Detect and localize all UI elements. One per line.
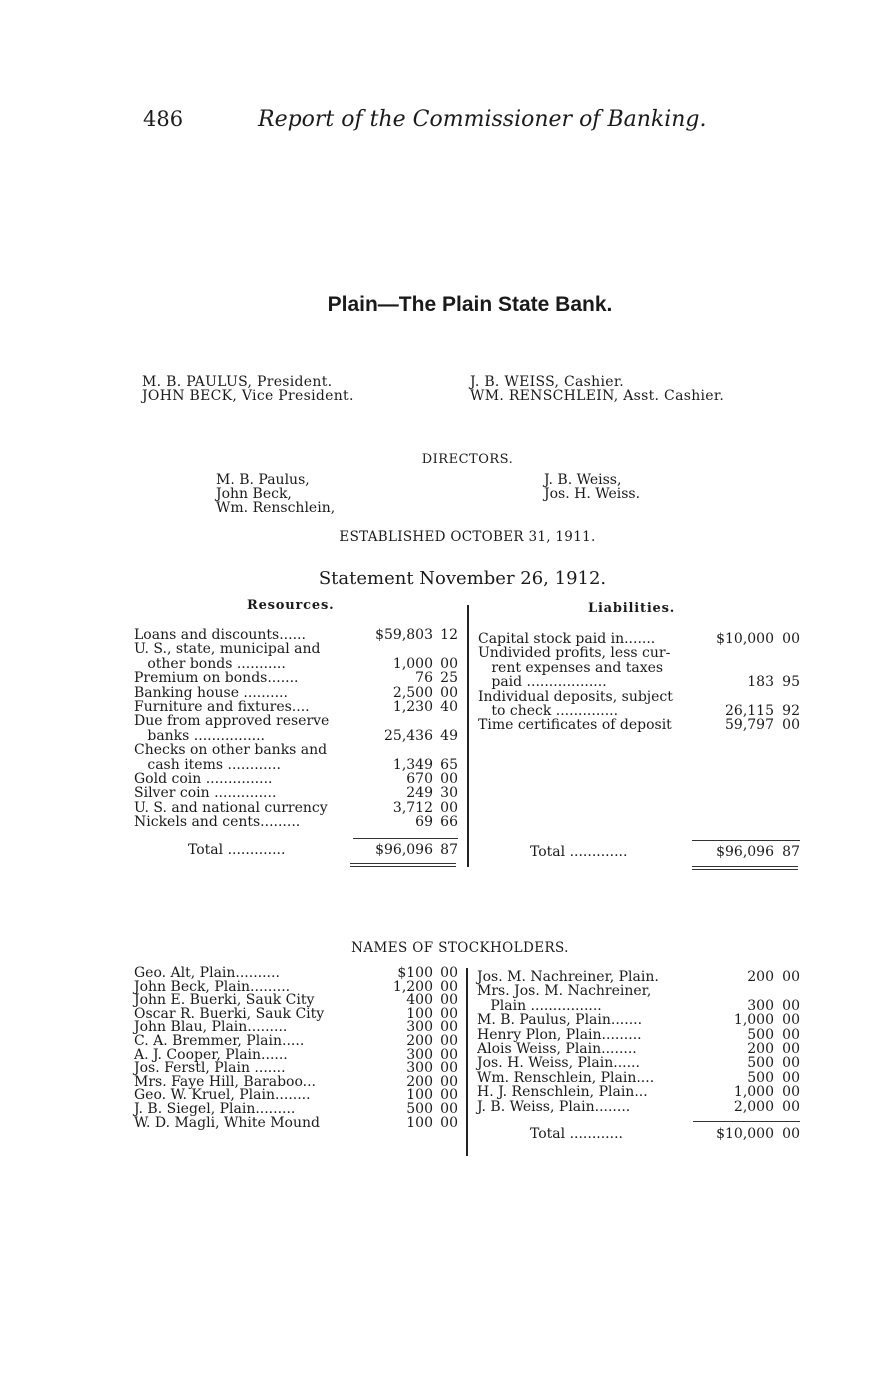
row-label: Plain ................ <box>477 997 602 1014</box>
director-name: J. B. Weiss, <box>544 472 622 488</box>
row-label: John E. Buerki, Sauk City <box>134 992 315 1009</box>
row-cents: 92 <box>782 703 800 719</box>
total-rule <box>692 840 800 841</box>
row-label: rent expenses and taxes <box>478 659 664 676</box>
row-label: U. S., state, municipal and <box>134 641 321 658</box>
row-cents: 00 <box>782 1055 800 1072</box>
row-cents: 00 <box>782 997 800 1014</box>
total-rule <box>353 838 458 839</box>
officer-vice-president: JOHN BECK, Vice President. <box>142 388 354 404</box>
row-cents: 00 <box>782 1084 800 1101</box>
row-label: Premium on bonds....... <box>134 670 299 687</box>
row-label: paid .................. <box>478 674 607 691</box>
row-cents: 00 <box>782 1098 800 1115</box>
row-label: Jos. H. Weiss, Plain...... <box>477 1055 640 1072</box>
row-label: A. J. Cooper, Plain...... <box>134 1046 288 1063</box>
row-label: Nickels and cents......... <box>134 814 301 831</box>
row-amount: 670 <box>406 771 433 787</box>
statement-title: Statement November 26, 1912. <box>318 568 607 589</box>
officer-president: M. B. PAULUS, President. <box>142 374 333 390</box>
column-divider <box>466 968 468 1156</box>
row-amount: 1,000 <box>733 1012 774 1029</box>
page-number: 486 <box>143 107 184 131</box>
stockholders-total-cents: 00 <box>782 1126 800 1142</box>
ledger-row <box>134 1116 464 1131</box>
double-rule <box>350 866 456 867</box>
row-label: W. D. Magli, White Mound <box>134 1114 320 1131</box>
liabilities-total-cents: 87 <box>782 844 800 860</box>
resources-heading: Resources. <box>247 598 335 613</box>
row-amount: 2,000 <box>733 1098 774 1115</box>
row-cents: 65 <box>440 756 458 773</box>
row-amount: 76 <box>415 670 433 687</box>
row-amount: 300 <box>406 1046 433 1063</box>
row-cents: 00 <box>440 1060 458 1077</box>
row-label: Alois Weiss, Plain........ <box>477 1041 637 1057</box>
row-label: J. B. Weiss, Plain........ <box>477 1098 631 1115</box>
row-amount: 500 <box>747 1026 774 1043</box>
row-label: other bonds ........... <box>134 655 286 672</box>
row-label: C. A. Bremmer, Plain..... <box>134 1033 305 1049</box>
row-label: Geo. Alt, Plain.......... <box>134 965 280 981</box>
row-label: Individual deposits, subject <box>478 688 673 705</box>
ledger-row <box>477 1013 807 1028</box>
row-label: Gold coin ............... <box>134 771 273 787</box>
officer-cashier: J. B. WEISS, Cashier. <box>470 374 625 390</box>
row-cents: 00 <box>782 1069 800 1086</box>
column-divider <box>467 605 469 867</box>
row-amount: 300 <box>747 997 774 1014</box>
row-amount: 2,500 <box>392 684 433 701</box>
row-cents: 00 <box>782 1041 800 1057</box>
row-cents: 00 <box>440 799 458 816</box>
stockholders-total-amount: $10,000 <box>716 1126 774 1142</box>
row-cents: 00 <box>440 1033 458 1049</box>
row-amount: 200 <box>747 969 774 985</box>
double-rule <box>692 866 798 867</box>
row-label: cash items ............ <box>134 756 281 773</box>
row-cents: 00 <box>782 1012 800 1029</box>
row-label: Capital stock paid in....... <box>478 631 656 647</box>
resources-total-amount: $96,096 <box>375 842 433 858</box>
row-label: U. S. and national currency <box>134 799 328 816</box>
row-label: H. J. Renschlein, Plain... <box>477 1084 648 1101</box>
row-amount: 500 <box>406 1101 433 1117</box>
officer-asst-cashier: WM. RENSCHLEIN, Asst. Cashier. <box>470 388 725 404</box>
row-label: J. B. Siegel, Plain......... <box>134 1101 296 1117</box>
row-cents: 00 <box>782 631 800 647</box>
ledger-row <box>134 743 460 758</box>
double-rule <box>350 863 456 864</box>
row-label: Wm. Renschlein, Plain.... <box>477 1069 655 1086</box>
row-amount: 200 <box>406 1073 433 1090</box>
row-label: Banking house .......... <box>134 684 288 701</box>
director-name: M. B. Paulus, <box>216 472 310 488</box>
row-cents: 00 <box>782 1026 800 1043</box>
row-label: Jos. Ferstl, Plain ....... <box>134 1060 286 1077</box>
row-cents: 95 <box>782 674 800 691</box>
row-cents: 00 <box>440 684 458 701</box>
row-cents: 00 <box>440 1087 458 1104</box>
row-amount: 25,436 <box>384 727 433 744</box>
row-cents: 00 <box>440 978 458 995</box>
row-amount: 200 <box>406 1033 433 1049</box>
row-amount: 26,115 <box>725 703 774 719</box>
row-cents: 66 <box>440 814 458 831</box>
row-cents: 00 <box>440 771 458 787</box>
row-label: Mrs. Faye Hill, Baraboo... <box>134 1073 317 1090</box>
row-amount: 59,797 <box>725 717 774 734</box>
running-title: Report of the Commissioner of Banking. <box>258 107 707 132</box>
row-cents: 00 <box>440 1114 458 1131</box>
ledger-row <box>478 675 804 690</box>
row-amount: 100 <box>406 1114 433 1131</box>
director-name: Jos. H. Weiss. <box>544 486 641 502</box>
row-cents: 30 <box>440 785 458 802</box>
row-cents: 25 <box>440 670 458 687</box>
row-label: Undivided profits, less cur- <box>478 645 671 662</box>
row-amount: 69 <box>415 814 433 831</box>
row-cents: 12 <box>440 627 458 643</box>
row-label: Checks on other banks and <box>134 742 328 759</box>
row-amount: 1,349 <box>392 756 433 773</box>
row-amount: 1,230 <box>392 699 433 715</box>
row-label: Oscar R. Buerki, Sauk City <box>134 1005 325 1022</box>
total-rule <box>693 1121 800 1122</box>
row-cents: 00 <box>440 1046 458 1063</box>
row-amount: 200 <box>747 1041 774 1057</box>
ledger-row <box>477 1100 807 1115</box>
row-cents: 40 <box>440 699 458 715</box>
row-cents: 00 <box>440 1073 458 1090</box>
liabilities-total-amount: $96,096 <box>716 844 774 860</box>
row-amount: 300 <box>406 1060 433 1077</box>
row-amount: $10,000 <box>716 631 774 647</box>
row-amount: 500 <box>747 1069 774 1086</box>
row-amount: 500 <box>747 1055 774 1072</box>
row-label: Loans and discounts...... <box>134 627 306 643</box>
row-cents: 00 <box>782 969 800 985</box>
row-label: to check .............. <box>478 703 619 719</box>
row-label: Silver coin .............. <box>134 785 277 802</box>
ledger-row <box>134 671 460 686</box>
stockholders-total-label: Total ............ <box>530 1126 623 1142</box>
row-amount: 3,712 <box>392 799 433 816</box>
stockholders-heading: NAMES OF STOCKHOLDERS. <box>351 940 569 956</box>
bank-title: Plain—The Plain State Bank. <box>327 293 613 316</box>
row-cents: 00 <box>440 1019 458 1036</box>
row-cents: 00 <box>440 992 458 1009</box>
row-label: banks ................ <box>134 727 265 744</box>
director-name: Wm. Renschlein, <box>216 500 336 516</box>
row-label: Furniture and fixtures.... <box>134 699 310 715</box>
row-amount: 1,200 <box>392 978 433 995</box>
row-cents: 00 <box>440 655 458 672</box>
row-cents: 00 <box>440 965 458 981</box>
row-label: M. B. Paulus, Plain....... <box>477 1012 643 1029</box>
ledger-row <box>478 718 804 733</box>
row-amount: $59,803 <box>375 627 433 643</box>
ledger-row <box>134 815 460 830</box>
double-rule <box>692 869 798 870</box>
liabilities-heading: Liabilities. <box>588 601 676 616</box>
row-label: Time certificates of deposit <box>478 717 672 734</box>
resources-total-cents: 87 <box>440 842 458 858</box>
row-amount: $100 <box>397 965 433 981</box>
row-amount: 100 <box>406 1005 433 1022</box>
row-cents: 00 <box>440 1101 458 1117</box>
row-amount: 1,000 <box>733 1084 774 1101</box>
director-name: John Beck, <box>216 486 292 502</box>
established-date: ESTABLISHED OCTOBER 31, 1911. <box>339 529 596 545</box>
row-label: John Beck, Plain......... <box>134 978 291 995</box>
row-amount: 249 <box>406 785 433 802</box>
row-label: Henry Plon, Plain......... <box>477 1026 642 1043</box>
row-label: Mrs. Jos. M. Nachreiner, <box>477 983 652 1000</box>
row-amount: 1,000 <box>392 655 433 672</box>
row-cents: 00 <box>440 1005 458 1022</box>
row-amount: 300 <box>406 1019 433 1036</box>
row-label: Due from approved reserve <box>134 713 330 730</box>
row-label: Geo. W. Kruel, Plain........ <box>134 1087 311 1104</box>
row-amount: 100 <box>406 1087 433 1104</box>
liabilities-total-label: Total ............. <box>530 844 628 860</box>
directors-heading: DIRECTORS. <box>421 452 514 467</box>
ledger-row <box>477 1085 807 1100</box>
row-amount: 183 <box>747 674 774 691</box>
row-cents: 00 <box>782 717 800 734</box>
row-label: John Blau, Plain......... <box>134 1019 288 1036</box>
row-amount: 400 <box>406 992 433 1009</box>
row-cents: 49 <box>440 727 458 744</box>
row-label: Jos. M. Nachreiner, Plain. <box>477 969 659 985</box>
resources-total-label: Total ............. <box>188 842 286 858</box>
